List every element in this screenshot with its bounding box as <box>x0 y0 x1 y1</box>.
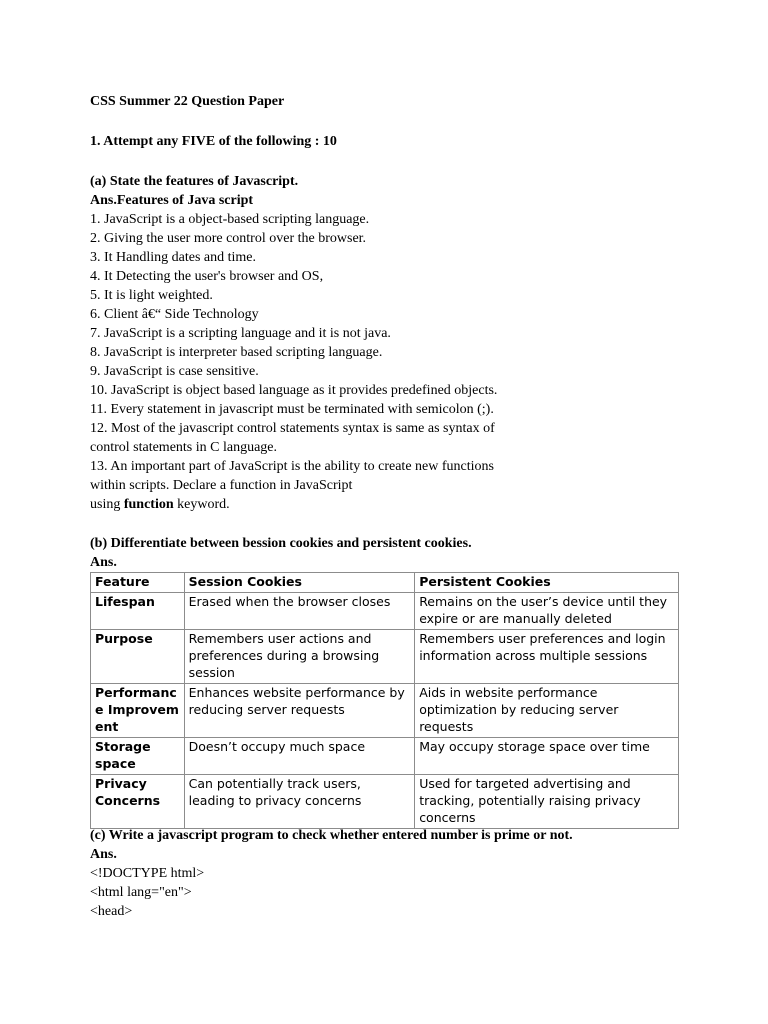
feature-item: 8. JavaScript is interpreter based scripting language. <box>90 345 383 360</box>
persistent-cell: Used for targeted advertising and tracking, potentially raising privacy concerns <box>415 775 679 829</box>
table-row <box>91 775 679 829</box>
row-feature: Purpose <box>91 630 185 684</box>
function-keyword: function <box>123 497 174 512</box>
feature-item: 13. An important part of JavaScript is the ability to create new functions <box>90 459 494 474</box>
feature-item: 4. It Detecting the user's browser and OS, <box>90 269 324 284</box>
feature-item: 10. JavaScript is object based language as it provides predefined objects. <box>90 383 498 398</box>
table-row <box>91 593 679 630</box>
answer-c-label: Ans. <box>90 847 117 862</box>
persistent-cell: May occupy storage space over time <box>415 738 679 775</box>
session-cell: Doesn’t occupy much space <box>184 738 415 775</box>
answer-b-label: Ans. <box>90 555 117 570</box>
column-header-session: Session Cookies <box>184 573 415 593</box>
persistent-cell: Remembers user preferences and login information across multiple sessions <box>415 630 679 684</box>
table-header-row <box>91 573 679 593</box>
session-cell: Erased when the browser closes <box>184 593 415 630</box>
feature-item: 1. JavaScript is a object-based scripting language. <box>90 212 370 227</box>
column-header-feature: Feature <box>91 573 185 593</box>
last-line-prefix: using <box>90 497 124 512</box>
feature-item: 2. Giving the user more control over the browser. <box>90 231 367 246</box>
table-row <box>91 684 679 738</box>
feature-item: 11. Every statement in javascript must be terminated with semicolon (;). <box>90 402 494 417</box>
table-row <box>91 738 679 775</box>
cookies-comparison-table <box>90 572 679 829</box>
feature-item-continued: control statements in C language. <box>90 440 278 455</box>
question-1-heading: 1. Attempt any FIVE of the following : 10 <box>90 134 337 149</box>
code-line: <!DOCTYPE html> <box>90 866 205 881</box>
feature-item: 7. JavaScript is a scripting language and it is not java. <box>90 326 391 341</box>
table-row <box>91 630 679 684</box>
last-line-suffix: keyword. <box>173 497 230 512</box>
session-cell: Can potentially track users, leading to privacy concerns <box>184 775 415 829</box>
code-line: <head> <box>90 904 133 919</box>
feature-item: 12. Most of the javascript control statements syntax is same as syntax of <box>90 421 495 436</box>
question-c: (c) Write a javascript program to check whether entered number is prime or not. <box>90 828 573 843</box>
session-cell: Remembers user actions and preferences during a browsing session <box>184 630 415 684</box>
feature-item: 3. It Handling dates and time. <box>90 250 257 265</box>
feature-item: 6. Client â€“ Side Technology <box>90 307 259 322</box>
feature-item-last-line <box>90 495 230 514</box>
row-feature: Storage space <box>91 738 185 775</box>
persistent-cell: Aids in website performance optimization by reducing server requests <box>415 684 679 738</box>
row-feature: Lifespan <box>91 593 185 630</box>
feature-item: 9. JavaScript is case sensitive. <box>90 364 259 379</box>
question-b: (b) Differentiate between bession cookies and persistent cookies. <box>90 536 472 551</box>
answer-a-heading: Ans.Features of Java script <box>90 193 254 208</box>
feature-item: 5. It is light weighted. <box>90 288 213 303</box>
feature-item-continued: within scripts. Declare a function in JavaScript <box>90 478 353 493</box>
row-feature: Performance Improvement <box>91 684 185 738</box>
question-a: (a) State the features of Javascript. <box>90 174 299 189</box>
code-line: <html lang="en"> <box>90 885 192 900</box>
persistent-cell: Remains on the user’s device until they expire or are manually deleted <box>415 593 679 630</box>
row-feature: Privacy Concerns <box>91 775 185 829</box>
column-header-persistent: Persistent Cookies <box>415 573 679 593</box>
session-cell: Enhances website performance by reducing server requests <box>184 684 415 738</box>
page-title: CSS Summer 22 Question Paper <box>90 94 285 109</box>
